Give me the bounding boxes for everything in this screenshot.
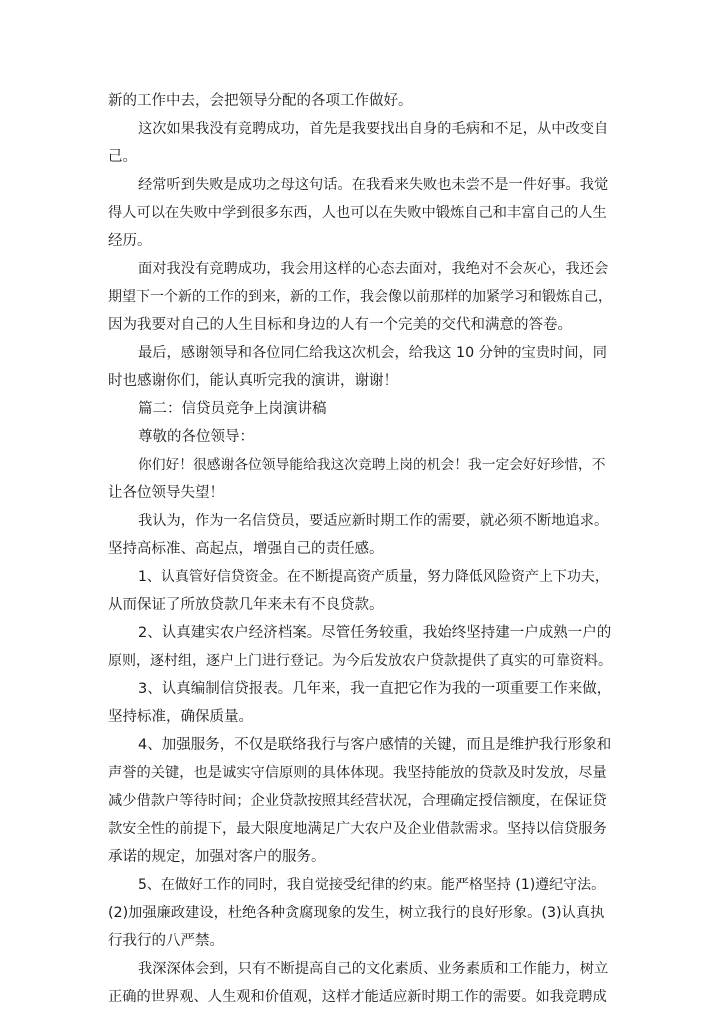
text-line: 减少借款户等待时间；企业贷款按照其经营状况，合理确定授信额度，在保证贷 — [108, 793, 607, 809]
text-line: 让各位领导失望！ — [108, 485, 224, 501]
text-line: 这次如果我没有竞聘成功，首先是我要找出自身的毛病和不足，从中改变自 — [138, 121, 609, 137]
text-line: 2、认真建实农户经济档案。尽管任务较重，我始终坚持建一户成熟一户的 — [138, 625, 612, 641]
text-line: 经常听到失败是成功之母这句话。在我看来失败也未尝不是一件好事。我觉 — [138, 177, 609, 193]
text-line: 声誉的关键，也是诚实守信原则的具体体现。我坚持能放的贷款及时发放，尽量 — [108, 765, 607, 781]
text-line: 得人可以在失败中学到很多东西，人也可以在失败中锻炼自己和丰富自己的人生 — [108, 205, 607, 221]
text-line: 原则，逐村组，逐户上门进行登记。为今后发放农户贷款提供了真实的可靠资料。 — [108, 653, 612, 669]
text-line: 我深深体会到，只有不断提高自己的文化素质、业务素质和工作能力，树立 — [138, 961, 609, 977]
text-line: 期望下一个新的工作的到来，新的工作，我会像以前那样的加紧学习和锻炼自己， — [108, 289, 612, 305]
text-line: 款安全性的前提下，最大限度地满足广大农户及企业借款需求。坚持以信贷服务 — [108, 821, 607, 837]
text-line: 正确的世界观、人生观和价值观，这样才能适应新时期工作的需要。如我竞聘成 — [108, 989, 607, 1005]
text-line: 坚持高标准、高起点，增强自己的责任感。 — [108, 541, 384, 557]
text-line: 新的工作中去，会把领导分配的各项工作做好。 — [108, 93, 413, 109]
text-line: 1、认真管好信贷资金。在不断提高资产质量，努力降低风险资产上下功夫， — [138, 569, 609, 585]
text-line: 你们好！很感谢各位领导能给我这次竞聘上岗的机会！我一定会好好珍惜，不 — [138, 457, 606, 473]
text-line: 坚持标准，确保质量。 — [108, 709, 253, 725]
salutation: 尊敬的各位领导： — [138, 429, 254, 445]
text-line: 我认为，作为一名信贷员，要适应新时期工作的需要，就必须不断地追求。 — [138, 513, 609, 529]
section-heading: 篇二：信贷员竞争上岗演讲稿 — [138, 401, 327, 417]
text-line: (2)加强廉政建设，杜绝各种贪腐现象的发生，树立我行的良好形象。(3)认真执 — [108, 905, 605, 921]
text-line: 面对我没有竞聘成功，我会用这样的心态去面对，我绝对不会灰心，我还会 — [138, 261, 609, 277]
text-line: 时也感谢你们，能认真听完我的演讲，谢谢！ — [108, 373, 398, 389]
text-line: 己。 — [108, 149, 137, 165]
text-line: 5、在做好工作的同时，我自觉接受纪律的约束。能严格坚持 (1)遵纪守法。 — [138, 877, 606, 893]
text-line: 经历。 — [108, 233, 152, 249]
text-line: 因为我要对自己的人生目标和身边的人有一个完美的交代和满意的答卷。 — [108, 317, 572, 333]
text-line: 4、加强服务，不仅是联络我行与客户感情的关键，而且是维护我行形象和 — [138, 737, 612, 753]
text-line: 行我行的八严禁。 — [108, 933, 224, 949]
text-line: 承诺的规定，加强对客户的服务。 — [108, 849, 326, 865]
text-line: 从而保证了所放贷款几年来未有不良贷款。 — [108, 597, 384, 613]
text-line: 3、认真编制信贷报表。几年来，我一直把它作为我的一项重要工作来做， — [138, 681, 612, 697]
text-line: 最后，感谢领导和各位同仁给我这次机会，给我这 10 分钟的宝贵时间，同 — [138, 345, 607, 361]
